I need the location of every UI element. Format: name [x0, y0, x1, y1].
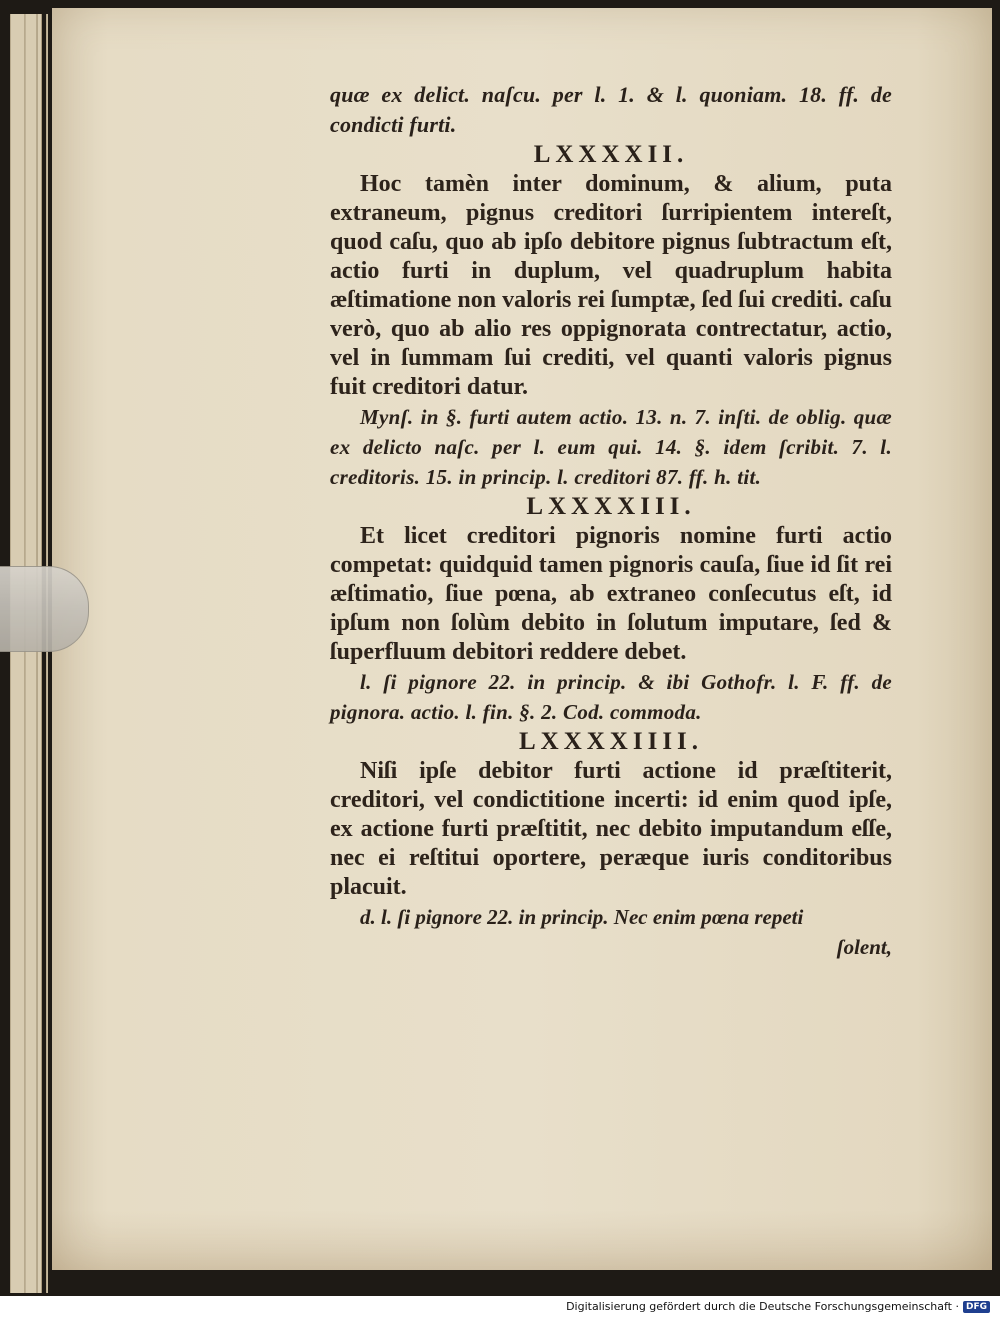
section-citation: d. l. ſi pignore 22. in princip. Nec enim pœna repeti	[360, 905, 804, 929]
section-citation: l. ſi pignore 22. in princip. & ibi Gothofr. l. F. ff. de pignora. actio. l. fin. §. 2. Cod. commoda.	[330, 670, 892, 724]
section-paragraph: Et licet creditori pignoris nomine furti actio competat: quidquid tamen pignoris cauſa, ſiue id ſit rei æſtimatio, ſiue pœna, ab extraneo conſecutus eſt, id ipſum non ſolùm debito in ſolutum imputare, ſed & ſuperfluum debitori reddere debet.	[330, 523, 892, 665]
catchword: ſolent,	[836, 935, 892, 959]
section-paragraph: Hoc tamèn inter dominum, & alium, puta extraneum, pignus creditori ſurripientem intereſt, quod caſu, quo ab ipſo debitore pignus ſubtractum eſt, actio furti in duplum, vel quadruplum habita æſtimatione non valoris rei ſumptæ, ſed ſui crediti. caſu verò, quo ab alio res oppignorata contrectatur, actio, vel in ſummam ſui crediti, vel quanti valoris pignus fuit creditori datur.	[330, 171, 892, 400]
funding-credit: Digitalisierung gefördert durch die Deutsche Forschungsgemeinschaft ·	[566, 1300, 959, 1313]
dfg-logo-icon: DFG	[963, 1301, 990, 1313]
page-edge	[24, 14, 26, 1293]
page-edge	[46, 14, 48, 1293]
continued-citation: quæ ex delict. naſcu. per l. 1. & l. quoniam. 18. ff. de condicti furti.	[330, 82, 892, 137]
section-number: LXXXXIIII.	[518, 728, 704, 755]
section-number: LXXXXIII.	[526, 493, 696, 520]
page-edge	[36, 14, 38, 1293]
page-clip	[0, 566, 89, 652]
section-number: LXXXXII.	[533, 141, 689, 168]
section-paragraph: Niſi ipſe debitor furti actione id præſtiterit, creditori, vel condictitione incerti: id enim quod ipſe, ex actione furti præſtitit, nec debito imputandum eſſe, nec ei reſtitui oportere, peræque iuris conditoribus placuit.	[330, 758, 892, 900]
section-citation: Mynſ. in §. furti autem actio. 13. n. 7. inſti. de oblig. quæ ex delicto naſc. per l. eum qui. 14. §. idem ſcribit. 7. l. creditoris. 15. in princip. l. creditori 87. ff. h. tit.	[330, 405, 892, 489]
text-column	[330, 80, 892, 962]
footer-bar	[0, 1296, 1000, 1317]
